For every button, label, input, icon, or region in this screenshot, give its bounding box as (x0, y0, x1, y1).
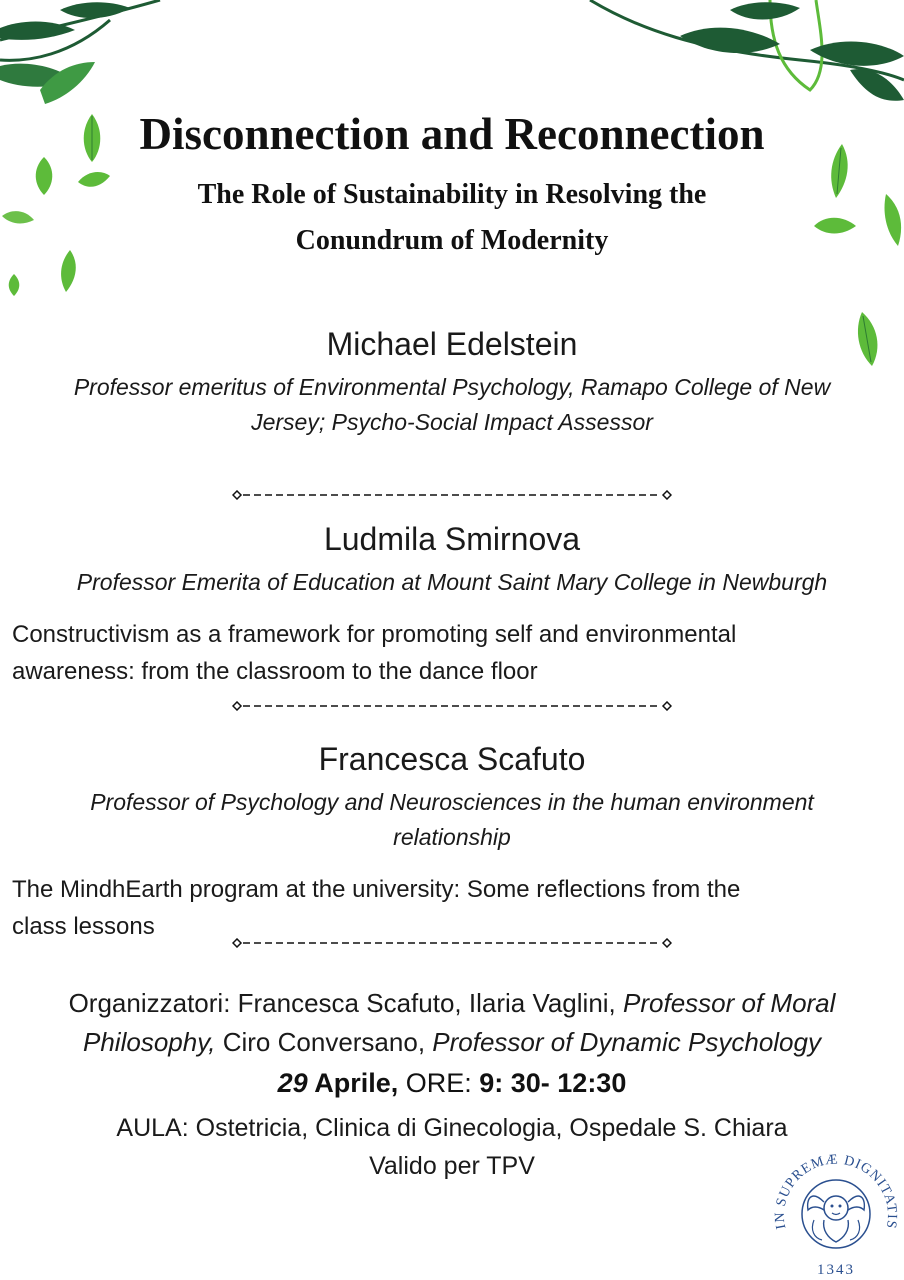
event-location (0, 1109, 904, 1185)
page-title: Disconnection and Reconnection (139, 109, 765, 159)
organizer-role: Professor of Moral (623, 988, 836, 1018)
speaker-role (10, 370, 894, 440)
event-time-label: ORE: (398, 1068, 480, 1098)
speaker-role (10, 785, 894, 855)
speaker-name: Ludmila Smirnova (323, 521, 581, 557)
speaker-name: Michael Edelstein (326, 326, 578, 362)
seal-year: 1343 (817, 1262, 855, 1278)
section-divider (232, 938, 672, 948)
organizer-role: Professor of Dynamic Psychology (432, 1027, 821, 1057)
speaker-role-line: Professor Emerita of Education at Mount Saint Mary College in Newburgh (76, 569, 828, 595)
talk-title (12, 616, 882, 690)
foliage-top-right (580, 0, 904, 110)
event-datetime (0, 1068, 904, 1099)
speaker-name: Francesca Scafuto (318, 741, 586, 777)
organizer-name: Ciro Conversano, (215, 1027, 433, 1057)
event-month: Aprile, (307, 1068, 399, 1098)
talk-title (12, 871, 882, 945)
talk-title-line: The MindhEarth program at the university: Some reflections from the (12, 876, 741, 903)
event-time: 9: 30- 12:30 (479, 1068, 627, 1098)
speaker-role-line: Professor of Psychology and Neurosciences in the human environment (90, 789, 814, 815)
speaker-role (10, 565, 894, 600)
seal-motto: IN SUPREMÆ DIGNITATIS (772, 1152, 900, 1231)
organizers (14, 984, 890, 1062)
talk-title-line: awareness: from the classroom to the dance floor (12, 658, 538, 685)
talk-title-line: class lessons (12, 913, 155, 940)
subtitle-line-2: Conundrum of Modernity (295, 225, 609, 256)
university-seal-logo (772, 1150, 900, 1278)
speaker-role-line: Jersey; Psycho-Social Impact Assessor (251, 409, 653, 435)
validity-line: Valido per TPV (369, 1152, 535, 1180)
page-subtitle (0, 172, 904, 264)
speaker-role-line: Professor emeritus of Environmental Psychology, Ramapo College of New (73, 374, 831, 400)
subtitle-line-1: The Role of Sustainability in Resolving the (197, 179, 707, 210)
organizers-label: Organizzatori: Francesca Scafuto, Ilaria Vaglini, (68, 988, 624, 1018)
talk-title-line: Constructivism as a framework for promoting self and environmental (12, 621, 737, 648)
leaf-icon (6, 272, 22, 298)
location-line: AULA: Ostetricia, Clinica di Ginecologia, Ospedale S. Chiara (116, 1114, 788, 1142)
event-day: 29 (277, 1068, 308, 1098)
organizer-role: Philosophy, (83, 1027, 216, 1057)
section-divider (232, 701, 672, 711)
speaker-role-line: relationship (393, 824, 511, 850)
section-divider (232, 490, 672, 500)
